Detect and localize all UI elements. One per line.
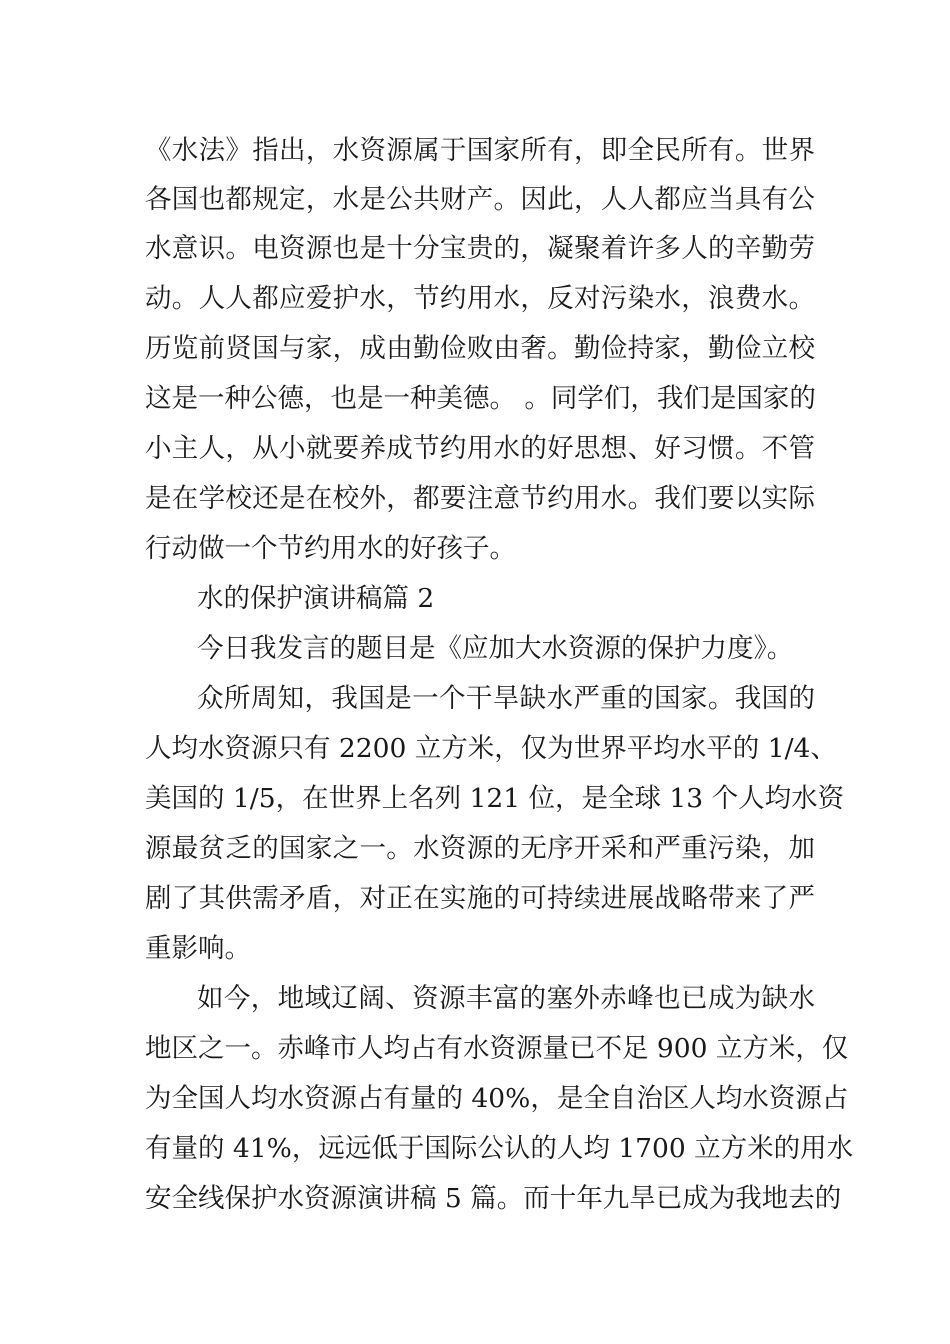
text-line: 重影响。 <box>145 933 251 964</box>
text-line: 源最贫乏的国家之一。水资源的无序开采和严重污染，加 <box>145 833 815 864</box>
text-line: 历览前贤国与家，成由勤俭败由奢。勤俭持家，勤俭立校 <box>145 333 815 364</box>
text-line: 行动做一个节约用水的好孩子。 <box>145 533 516 564</box>
text-line: 是在学校还是在校外，都要注意节约用水。我们要以实际 <box>145 483 815 514</box>
text-line: 安全线保护水资源演讲稿 5 篇。而十年九旱已成为我地去的 <box>145 1183 842 1214</box>
text-line: 这是一种公德，也是一种美德。 。同学们，我们是国家的 <box>145 383 816 414</box>
paragraph-first-line: 如今，地域辽阔、资源丰富的塞外赤峰也已成为缺水 <box>197 983 815 1014</box>
text-line: 美国的 1/5，在世界上名列 121 位，是全球 13 个人均水资 <box>145 783 845 814</box>
text-line: 剧了其供需矛盾，对正在实施的可持续进展战略带来了严 <box>145 883 815 914</box>
text-line: 小主人，从小就要养成节约用水的好思想、好习惯。不管 <box>145 433 815 464</box>
text-line: 水意识。电资源也是十分宝贵的，凝聚着许多人的辛勤劳 <box>145 233 815 264</box>
text-line: 地区之一。赤峰市人均占有水资源量已不足 900 立方米，仅 <box>145 1033 849 1064</box>
text-line: 动。人人都应爱护水，节约用水，反对污染水，浪费水。 <box>145 283 815 314</box>
text-line: 各国也都规定，水是公共财产。因此，人人都应当具有公 <box>145 184 815 215</box>
text-line: 人均水资源只有 2200 立方米，仅为世界平均水平的 1/4、 <box>145 733 837 764</box>
paragraph-first-line: 今日我发言的题目是《应加大水资源的保护力度》。 <box>197 633 794 664</box>
section-heading: 水的保护演讲稿篇 2 <box>197 583 435 614</box>
text-line: 有量的 41%，远远低于国际公认的人均 1700 立方米的用水 <box>145 1133 854 1164</box>
text-line: 为全国人均水资源占有量的 40%，是全自治区人均水资源占 <box>145 1083 849 1114</box>
paragraph-first-line: 众所周知，我国是一个干旱缺水严重的国家。我国的 <box>197 683 815 714</box>
text-line: 《水法》指出，水资源属于国家所有，即全民所有。世界 <box>145 135 815 166</box>
